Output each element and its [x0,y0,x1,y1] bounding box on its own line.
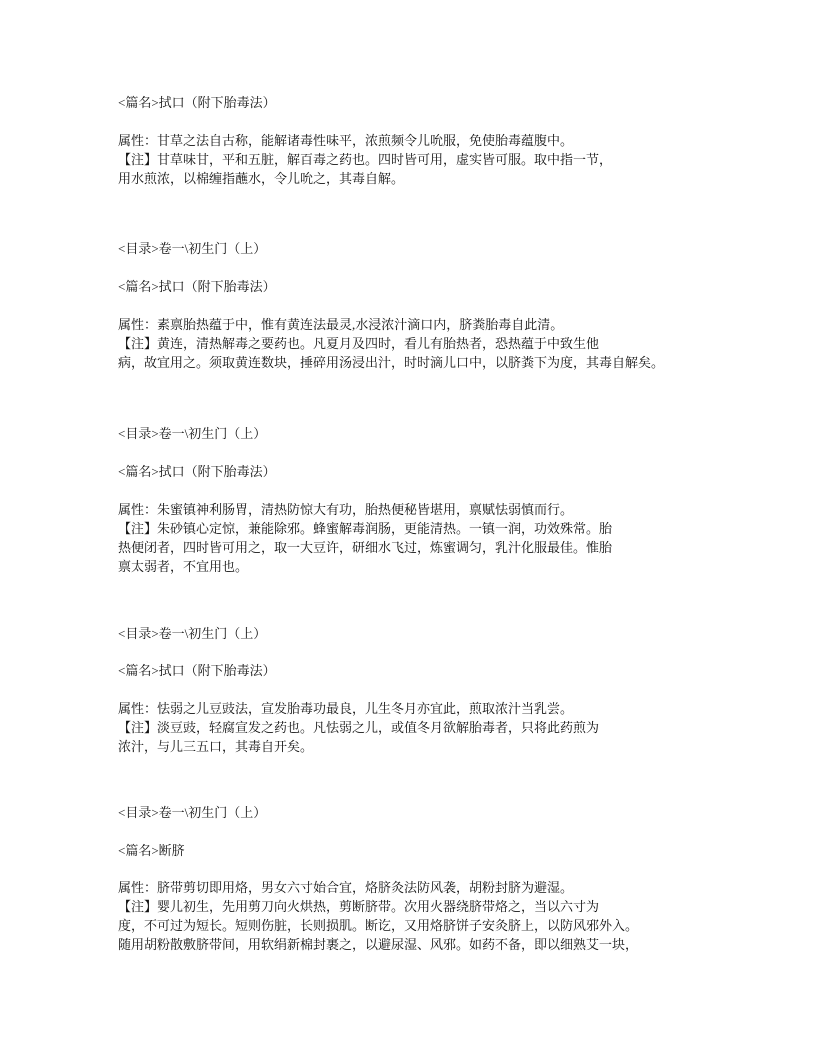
section-title: <篇名>断脐 [118,843,185,858]
note-line: 【注】黄连，清热解毒之要药也。凡夏月及四时，看儿有胎热者，恐热蕴于中致生他 [118,336,600,351]
verse-line: 属性：脐带剪切即用烙，男女六寸始合宜，烙脐灸法防风袭，胡粉封脐为避湿。 [118,880,574,895]
note-line: 度，不可过为短长。短则伤脏，长则损肌。断讫，又用烙脐饼子安灸脐上，以防风邪外入。 [118,918,639,933]
section-title: <篇名>拭口（附下胎毒法） [118,663,276,678]
note-line: 浓汁，与儿三五口，其毒自开矣。 [118,739,314,754]
catalog-heading: <目录>卷一\初生门（上） [118,241,267,256]
note-line: 【注】淡豆豉，轻腐宣发之药也。凡怯弱之儿，或值冬月欲解胎毒者，只将此药煎为 [118,720,600,735]
section-title: <篇名>拭口（附下胎毒法） [118,464,276,479]
note-line: 【注】朱砂镇心定惊，兼能除邪。蜂蜜解毒润肠，更能清热。一镇一润，功效殊常。胎 [118,521,613,536]
note-line: 病，故宜用之。须取黄连数块，捶碎用汤浸出汁，时时滴儿口中，以脐粪下为度，其毒自解矣。 [118,355,665,370]
catalog-heading: <目录>卷一\初生门（上） [118,805,267,820]
note-line: 【注】婴儿初生，先用剪刀向火烘热，剪断脐带。次用火器绕脐带烙之，当以六寸为 [118,899,600,914]
verse-line: 属性：素禀胎热蕴于中，惟有黄连法最灵,水浸浓汁滴口内，脐粪胎毒自此清。 [118,317,564,332]
catalog-heading: <目录>卷一\初生门（上） [118,626,267,641]
note-line: 【注】甘草味甘，平和五脏，解百毒之药也。四时皆可用，虚实皆可服。取中指一节， [118,152,613,167]
section-title: <篇名>拭口（附下胎毒法） [118,279,276,294]
note-line: 随用胡粉散敷脐带间，用软绢新棉封裹之，以避尿湿、风邪。如药不备，即以细熟艾一块， [118,937,639,952]
note-line: 热便闭者，四时皆可用之，取一大豆许，研细水飞过，炼蜜调匀，乳汁化服最佳。惟胎 [118,540,613,555]
catalog-heading: <目录>卷一\初生门（上） [118,426,267,441]
verse-line: 属性：朱蜜镇神利肠胃，清热防惊大有功，胎热便秘皆堪用，禀赋怯弱慎而行。 [118,502,574,517]
section-title: <篇名>拭口（附下胎毒法） [118,95,276,110]
verse-line: 属性：甘草之法自古称，能解诸毒性味平，浓煎频令儿吮服，免使胎毒蕴腹中。 [118,133,574,148]
note-line: 禀太弱者，不宜用也。 [118,559,249,574]
verse-line: 属性：怯弱之儿豆豉法，宣发胎毒功最良，儿生冬月亦宜此，煎取浓汁当乳尝。 [118,701,574,716]
note-line: 用水煎浓，以棉缠指蘸水，令儿吮之，其毒自解。 [118,171,405,186]
